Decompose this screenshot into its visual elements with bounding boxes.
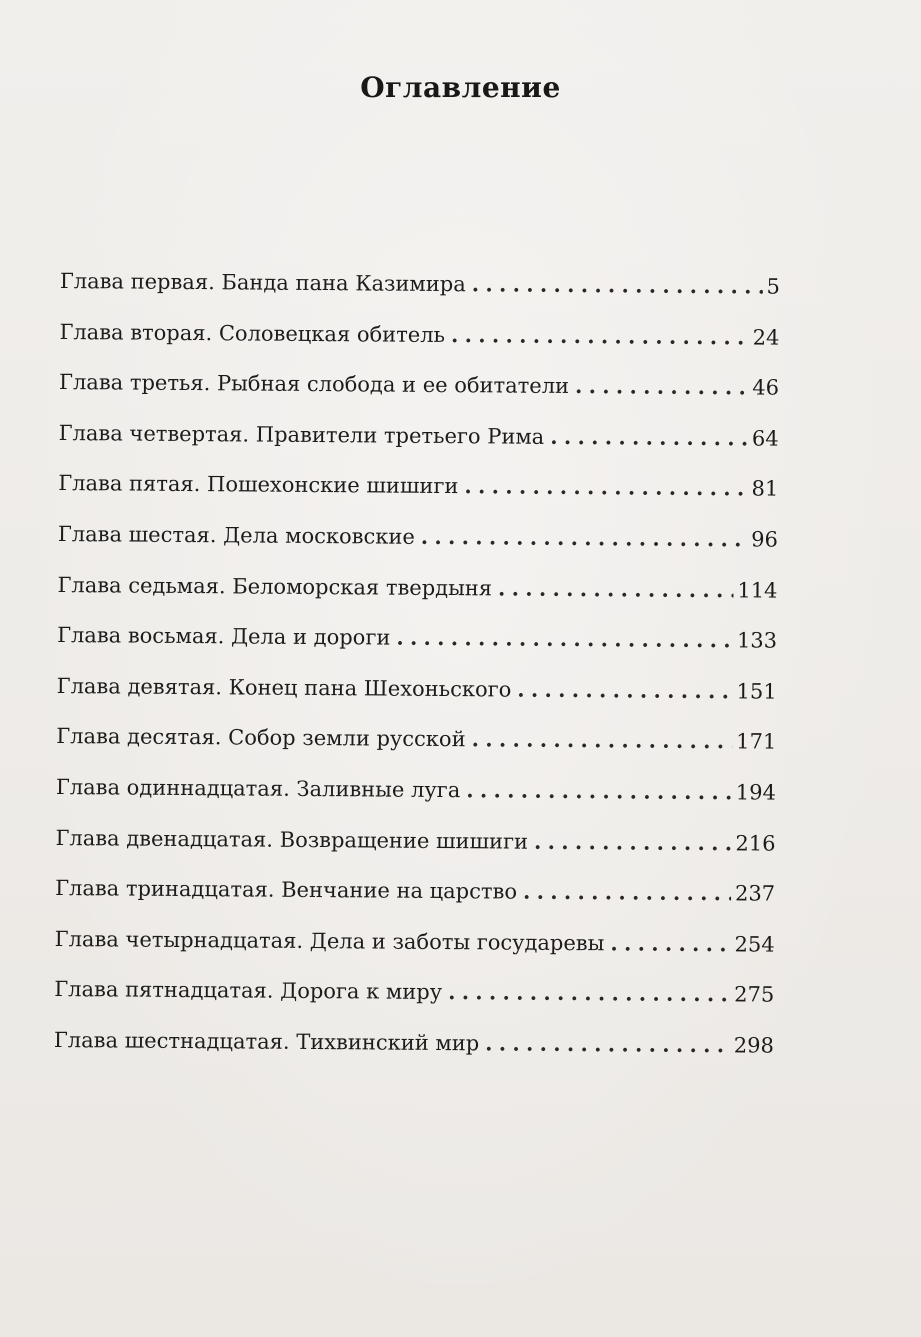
dot-leader [466,777,732,804]
table-of-contents [54,268,780,1083]
toc-entry-page-number: 133 [736,628,778,653]
toc-entry-page-number: 81 [751,476,779,502]
toc-entry-title: Глава восьмая. Дела и дороги [57,623,391,650]
toc-entry-page-number: 46 [752,375,780,400]
toc-entry[interactable] [55,875,775,931]
toc-entry-page-number: 194 [735,780,776,805]
toc-entry[interactable] [56,774,776,830]
dot-leader [523,879,731,906]
toc-entry-page-number: 237 [734,881,776,906]
toc-entry-page-number: 298 [733,1033,775,1058]
dot-leader [610,930,730,956]
toc-entry[interactable] [54,1027,774,1083]
toc-entry-title: Глава первая. Банда пана Казимира [59,268,466,297]
toc-entry-title: Глава шестая. Дела московские [57,521,415,549]
toc-entry-page-number: 96 [751,527,778,552]
dot-leader [485,1030,730,1057]
toc-entry-title: Глава тринадцатая. Венчание на царство [55,876,518,904]
toc-entry[interactable] [54,976,774,1032]
toc-entry[interactable] [57,572,777,628]
toc-entry-title: Глава двенадцатая. Возвращение шишиги [55,825,529,854]
toc-entry-title: Глава шестнадцатая. Тихвинский мир [53,1027,480,1056]
toc-entry[interactable] [55,825,775,881]
toc-entry[interactable] [58,470,778,526]
toc-entry-page-number: 64 [751,426,779,451]
toc-entry[interactable] [58,521,778,577]
toc-entry-page-number: 5 [766,274,780,299]
toc-entry[interactable] [59,319,779,375]
dot-leader [575,373,748,399]
toc-entry-page-number: 254 [734,932,775,957]
dot-leader [451,322,749,349]
toc-entry-title: Глава четвертая. Правители третьего Рима [58,420,545,449]
toc-entry-title: Глава одиннадцатая. Заливные луга [55,774,461,803]
toc-entry-title: Глава четырнадцатая. Дела и заботы государевы [54,926,605,956]
toc-entry-page-number: 151 [736,679,777,704]
dot-leader [517,676,732,703]
dot-leader [550,424,748,451]
toc-entry-title: Глава вторая. Соловецкая обитель [59,319,446,347]
toc-entry-title: Глава третья. Рыбная слобода и ее обитатели [59,370,570,399]
toc-entry-page-number: 171 [736,729,777,754]
toc-entry-title: Глава седьмая. Беломорская твердыня [57,572,493,600]
toc-entry-page-number: 216 [735,830,776,856]
toc-entry[interactable] [58,420,778,476]
toc-entry[interactable] [56,723,776,779]
toc-entry-page-number: 275 [734,982,775,1007]
dot-leader [472,727,733,754]
toc-entry[interactable] [57,622,777,678]
toc-entry-title: Глава десятая. Собор земли русской [56,724,466,752]
toc-entry-title: Глава пятая. Пошехонские шишиги [58,471,459,499]
page-title: Оглавление [360,70,561,104]
toc-entry-page-number: 24 [752,325,780,350]
dot-leader [464,474,747,501]
dot-leader [396,625,733,653]
dot-leader [448,979,730,1006]
dot-leader [472,271,763,298]
toc-entry-page-number: 114 [737,577,778,603]
toc-entry-title: Глава девятая. Конец пана Шехоньского [56,673,512,702]
dot-leader [498,575,734,602]
toc-entry-title: Глава пятнадцатая. Дорога к миру [54,977,443,1005]
toc-entry[interactable] [59,369,779,425]
toc-entry[interactable] [56,673,776,729]
dot-leader [534,828,732,855]
dot-leader [421,524,748,552]
toc-entry[interactable] [60,268,780,324]
toc-entry[interactable] [54,926,774,982]
